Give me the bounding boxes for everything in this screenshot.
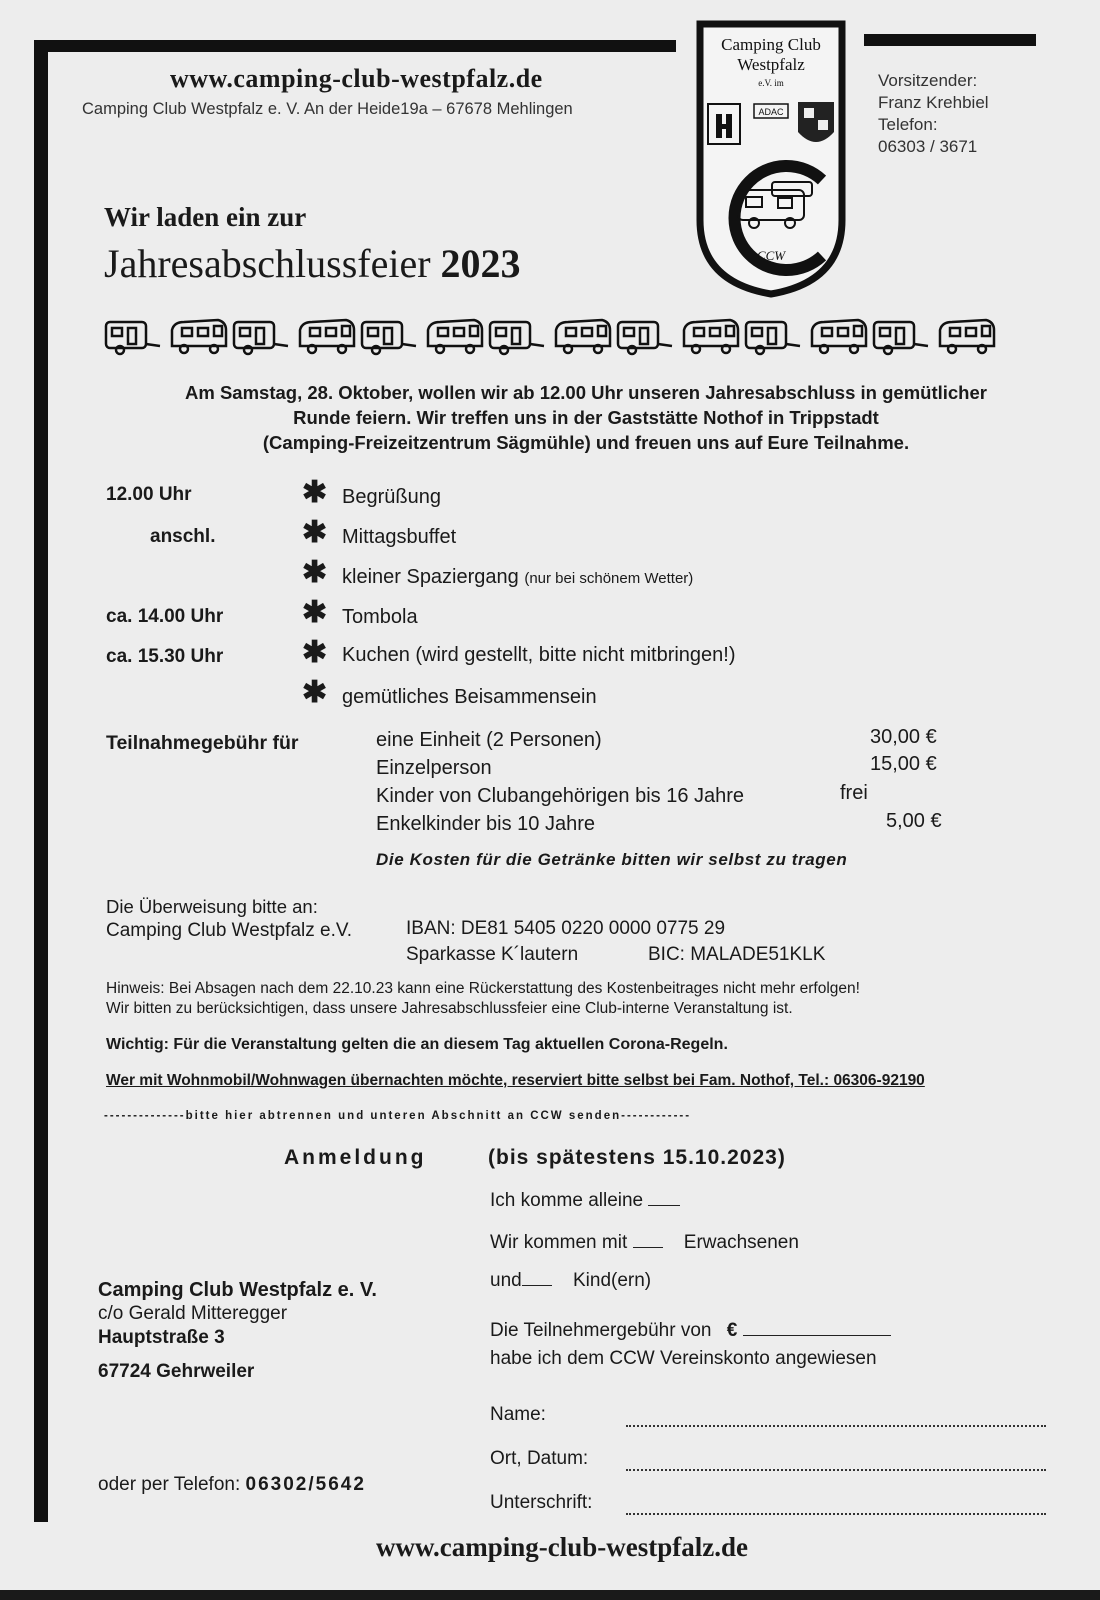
- address-street: Hauptstraße 3: [98, 1327, 225, 1348]
- schedule-time-2: anschl.: [150, 526, 216, 547]
- fee-amount-blank[interactable]: [743, 1335, 891, 1336]
- hinweis-line-1: Hinweis: Bei Absagen nach dem 22.10.23 kann eine Rückerstattung des Kostenbeitrages nicht mehr erfolgen!: [106, 980, 860, 997]
- intro-line-2: Runde feiern. Wir treffen uns in der Gaststätte Nothof in Trippstadt: [293, 407, 879, 428]
- alone-blank[interactable]: [648, 1205, 680, 1206]
- payment-label: Die Überweisung bitte an:: [106, 896, 318, 917]
- logo-line3: e.V. im: [758, 78, 784, 88]
- asterisk-icon: ✱: [302, 596, 328, 629]
- schedule-time-5: ca. 15.30 Uhr: [106, 646, 224, 667]
- payment-bank: Sparkasse K´lautern: [406, 944, 579, 965]
- overnight-notice: Wer mit Wohnmobil/Wohnwagen übernachten möchte, reserviert bitte selbst bei Fam. Nothof, Tel.: 06306-92190: [106, 1072, 925, 1089]
- name-label: Name:: [490, 1404, 546, 1425]
- address-co: c/o Gerald Mitteregger: [98, 1303, 288, 1324]
- motorhome-icon: [812, 320, 866, 353]
- motorhome-icon: [300, 320, 354, 353]
- caravan-icon: [106, 322, 160, 354]
- adults-label-b: Erwachsenen: [683, 1232, 799, 1253]
- schedule-item-6: gemütliches Beisammensein: [342, 686, 597, 708]
- asterisk-icon: ✱: [302, 556, 328, 589]
- option-alone-label: Ich komme alleine: [490, 1190, 644, 1211]
- logo-monogram: CCW: [756, 248, 786, 263]
- footer-website[interactable]: www.camping-club-westpfalz.de: [376, 1532, 748, 1562]
- phone-alt-label: oder per Telefon:: [98, 1474, 241, 1495]
- place-date-field[interactable]: [626, 1468, 1046, 1471]
- fee-confirmation: [490, 1320, 891, 1342]
- caravan-icon: [362, 322, 416, 354]
- children-count-blank[interactable]: [522, 1285, 552, 1286]
- adults-label-a: Wir kommen mit: [490, 1232, 628, 1253]
- chair-label: Vorsitzender:: [878, 71, 978, 90]
- bottom-edge: [0, 1590, 1100, 1600]
- registration-deadline: (bis spätestens 15.10.2023): [488, 1146, 786, 1169]
- payment-bic: BIC: MALADE51KLK: [648, 944, 826, 965]
- fee-desc-2: Einzelperson: [376, 757, 492, 779]
- event-year: 2023: [440, 241, 521, 286]
- motorhome-icon: [428, 320, 482, 353]
- recipient-address: [98, 1278, 377, 1384]
- children-label-a: und: [490, 1270, 522, 1291]
- schedule-time-4: ca. 14.00 Uhr: [106, 606, 224, 627]
- header-website[interactable]: www.camping-club-westpfalz.de: [170, 64, 543, 93]
- frame-top-bar: [34, 40, 676, 52]
- corona-notice: Wichtig: Für die Veranstaltung gelten die an diesem Tag aktuellen Corona-Regeln.: [106, 1036, 728, 1053]
- schedule-item-1: Begrüßung: [342, 486, 441, 508]
- fee-desc-1: eine Einheit (2 Personen): [376, 729, 602, 751]
- option-alone: [490, 1190, 680, 1212]
- event-name: Jahresabschlussfeier: [104, 241, 431, 286]
- frame-top-right-bar: [864, 34, 1036, 46]
- schedule-item-4: Tombola: [342, 606, 418, 628]
- adac-badge-icon: [754, 104, 788, 118]
- intro-line-1: Am Samstag, 28. Oktober, wollen wir ab 12.00 Uhr unseren Jahresabschluss in gemütlicher: [185, 382, 987, 403]
- frame-left-bar: [34, 40, 48, 1522]
- address-club: Camping Club Westpfalz e. V.: [98, 1279, 377, 1301]
- address-city: 67724 Gehrweiler: [98, 1361, 255, 1382]
- option-children: [490, 1270, 651, 1292]
- phone-label: Telefon:: [878, 115, 938, 134]
- caravan-icon: [490, 322, 544, 354]
- payment-recipient: Camping Club Westpfalz e.V.: [106, 920, 353, 941]
- caravan-icon: [618, 322, 672, 354]
- phone-alt-number[interactable]: 06302/5642: [245, 1474, 366, 1495]
- schedule-time-1: 12.00 Uhr: [106, 484, 192, 505]
- asterisk-icon: ✱: [302, 676, 328, 709]
- children-label-b: Kind(ern): [572, 1270, 652, 1291]
- logo-line2: Westpfalz: [737, 55, 805, 74]
- option-adults: [490, 1232, 799, 1254]
- asterisk-icon: ✱: [302, 516, 328, 549]
- fee-currency: €: [726, 1320, 738, 1341]
- chair-name: Franz Krehbiel: [878, 93, 989, 112]
- club-logo: [694, 20, 848, 298]
- adults-count-blank[interactable]: [633, 1247, 663, 1248]
- fee-confirm-line-2: habe ich dem CCW Vereinskonto angewiesen: [490, 1348, 877, 1369]
- name-field[interactable]: [626, 1424, 1046, 1427]
- phone-alt: [98, 1474, 366, 1496]
- chair-phone: 06303 / 3671: [878, 137, 978, 156]
- motorhome-icon: [684, 320, 738, 353]
- fee-price-4: 5,00 €: [886, 810, 942, 832]
- place-date-label: Ort, Datum:: [490, 1448, 589, 1469]
- logo-line1: Camping Club: [721, 35, 821, 54]
- camper-icon-row: [104, 312, 1004, 358]
- fee-price-2: 15,00 €: [870, 753, 937, 775]
- fee-desc-3: Kinder von Clubangehörigen bis 16 Jahre: [376, 785, 745, 807]
- invite-line: Wir laden ein zur: [104, 202, 307, 232]
- schedule-item-3-text: kleiner Spaziergang: [342, 566, 519, 588]
- schedule-item-3-note: (nur bei schönem Wetter): [524, 570, 694, 587]
- caravan-icon: [874, 322, 928, 354]
- motorhome-icon: [940, 320, 994, 353]
- chair-contact: [878, 70, 989, 158]
- motorhome-icon: [172, 320, 226, 353]
- schedule-item-3: [342, 566, 693, 589]
- logo-shield-icon: [694, 20, 848, 298]
- event-title: [104, 240, 521, 287]
- schedule-item-2: Mittagsbuffet: [342, 526, 457, 548]
- intro-line-3: (Camping-Freizeitzentrum Sägmühle) und freuen uns auf Eure Teilnahme.: [262, 432, 910, 453]
- fee-desc-4: Enkelkinder bis 10 Jahre: [376, 813, 596, 835]
- motorhome-icon: [556, 320, 610, 353]
- schedule-item-5: Kuchen (wird gestellt, bitte nicht mitbringen!): [342, 644, 736, 666]
- signature-field[interactable]: [626, 1512, 1046, 1515]
- signature-label: Unterschrift:: [490, 1492, 593, 1513]
- camper-row-icons: [104, 312, 1004, 358]
- coat-of-arms-right-icon: [798, 102, 834, 142]
- asterisk-icon: ✱: [302, 636, 328, 669]
- payment-iban: IBAN: DE81 5405 0220 0000 0775 29: [406, 918, 726, 939]
- drinks-note: Die Kosten für die Getränke bitten wir selbst zu tragen: [376, 850, 848, 869]
- registration-title: Anmeldung: [284, 1146, 427, 1169]
- fee-confirm-label: Die Teilnehmergebühr von: [490, 1320, 712, 1341]
- caravan-icon: [746, 322, 800, 354]
- fee-price-3: frei: [840, 782, 868, 804]
- header-address: Camping Club Westpfalz e. V. An der Heide19a – 67678 Mehlingen: [82, 100, 573, 118]
- asterisk-icon: ✱: [302, 476, 328, 509]
- intro-paragraph: [96, 380, 1076, 455]
- fee-price-1: 30,00 €: [870, 726, 937, 748]
- hinweis-line-2: Wir bitten zu berücksichtigen, dass unsere Jahresabschlussfeier eine Club-interne Veranstaltung ist.: [106, 1000, 793, 1017]
- fee-label: Teilnahmegebühr für: [106, 732, 299, 754]
- cut-line: --------------bitte hier abtrennen und unteren Abschnitt an CCW senden------------: [104, 1110, 692, 1122]
- svg-text:ADAC: ADAC: [758, 107, 784, 117]
- caravan-icon: [234, 322, 288, 354]
